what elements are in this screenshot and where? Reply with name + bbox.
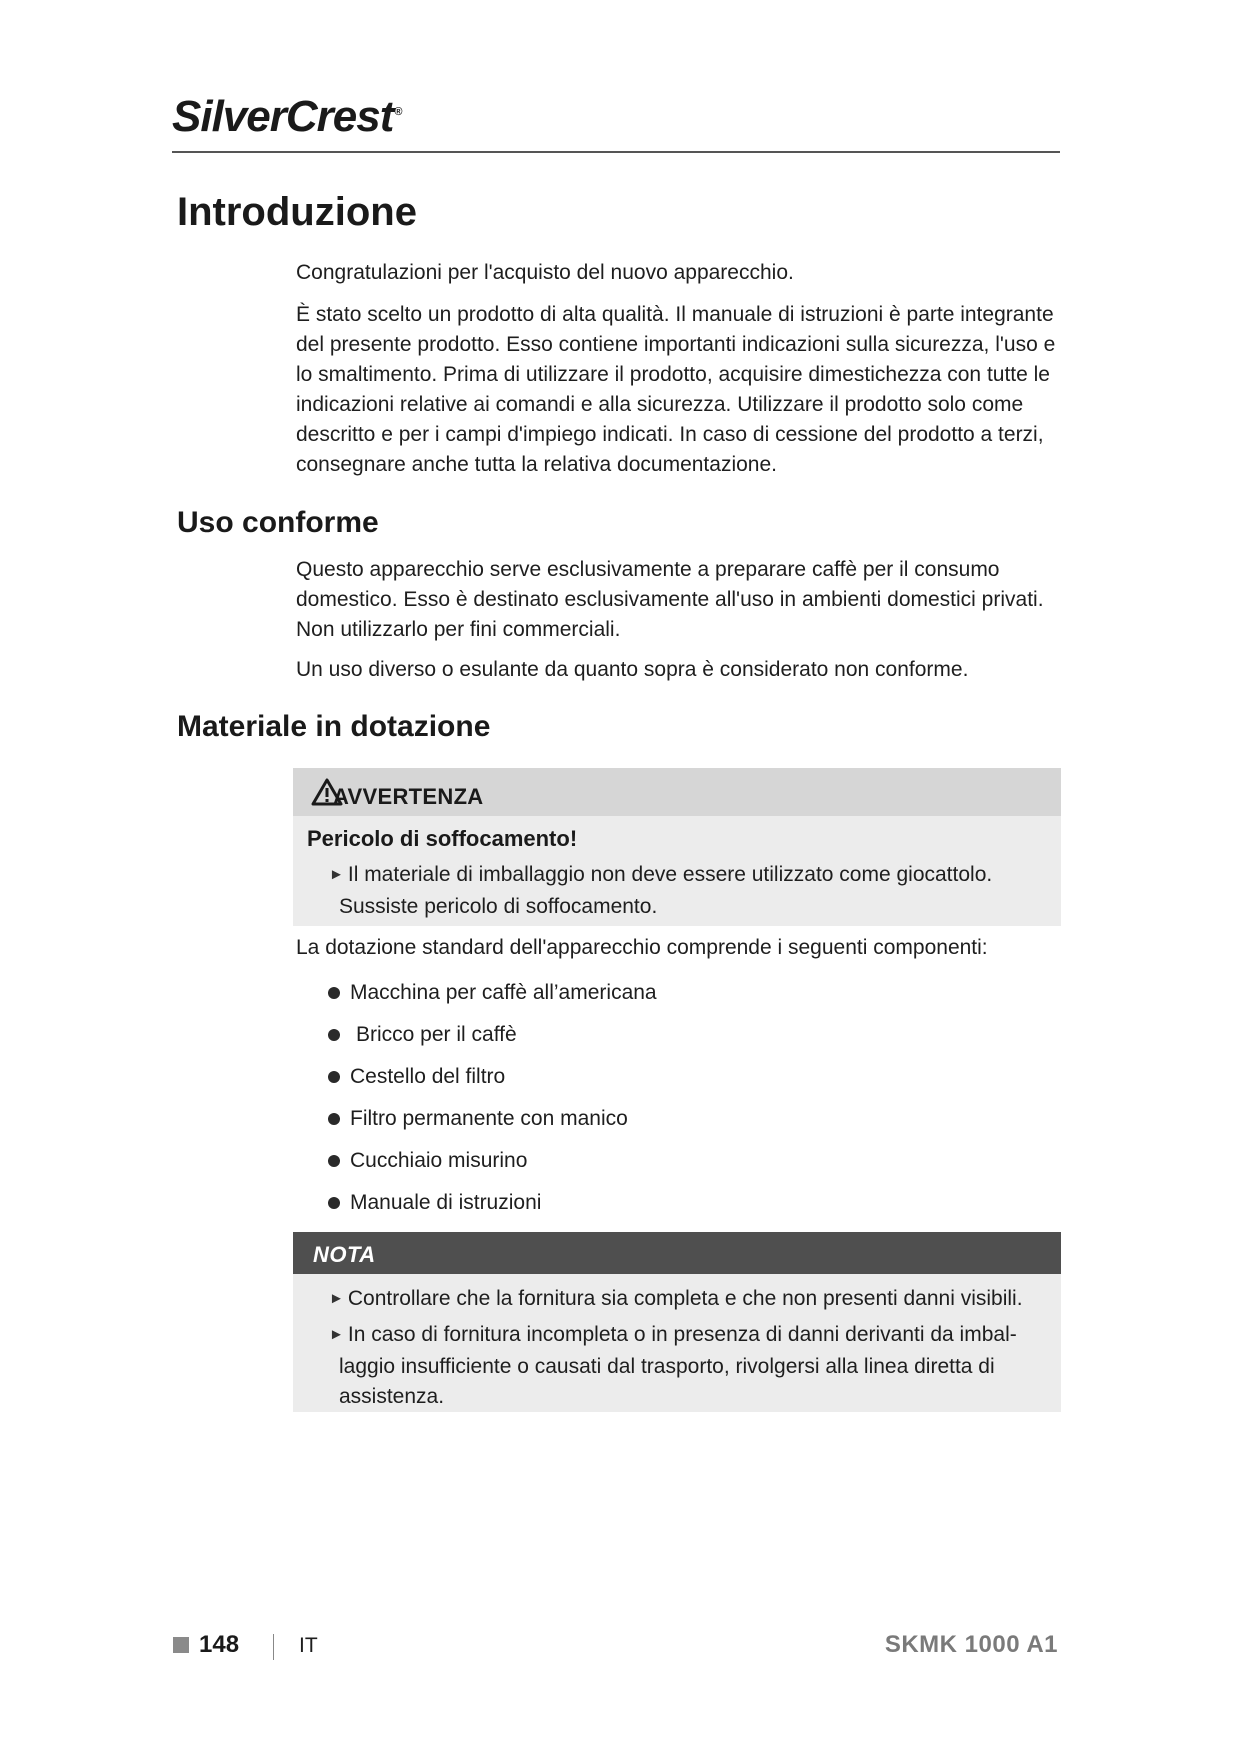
- use-paragraph-2: Un uso diverso o esulante da quanto sopra è considerato non conforme.: [296, 658, 969, 681]
- warning-label: AVVERTENZA: [333, 784, 484, 809]
- list-item: [326, 1188, 657, 1230]
- use-title: Uso conforme: [177, 506, 379, 539]
- list-item-label: Bricco per il caffè: [356, 1023, 517, 1046]
- bullet-dot-icon: [328, 1029, 340, 1041]
- list-item: [326, 1146, 657, 1188]
- arrow-bullet-icon: ►: [329, 1290, 344, 1307]
- supply-list: [326, 978, 657, 1230]
- warning-text-line-2: Sussiste pericolo di soffocamento.: [339, 895, 658, 918]
- list-item-label: Cucchiaio misurino: [350, 1149, 528, 1172]
- trademark-symbol: ®: [394, 106, 402, 119]
- use-paragraph-1: Questo apparecchio serve esclusivamente a preparare caffè per il consumo domestico. Esso è destinato esclusivamente all'uso in ambienti domestici privati. Non utilizzarlo per fini commerciali.: [296, 558, 1044, 641]
- header-rule: [172, 151, 1060, 153]
- note-item-2-line-1: In caso di fornitura incompleta o in presenza di danni derivanti da imbal-: [347, 1323, 1017, 1346]
- warning-heading: Pericolo di soffocamento!: [307, 826, 578, 851]
- warning-text: [329, 860, 1049, 922]
- list-item-label: Manuale di istruzioni: [350, 1191, 542, 1214]
- brand-logo: [172, 92, 401, 142]
- note-item-2-line-2: laggio insufficiente o causati dal trasporto, rivolgersi alla linea diretta di: [339, 1355, 995, 1378]
- note-box: [293, 1232, 1061, 1412]
- footer-separator: [273, 1634, 274, 1660]
- arrow-bullet-icon: ►: [329, 1326, 344, 1343]
- bullet-dot-icon: [328, 1155, 340, 1167]
- list-item-label: Filtro permanente con manico: [350, 1107, 628, 1130]
- list-item-label: Cestello del filtro: [350, 1065, 506, 1088]
- supply-title: Materiale in dotazione: [177, 710, 491, 743]
- note-label: NOTA: [313, 1242, 376, 1267]
- note-item-2-line-3: assistenza.: [339, 1385, 445, 1408]
- note-header: [293, 1232, 1061, 1274]
- page-number: 148: [199, 1631, 240, 1658]
- bullet-dot-icon: [328, 1197, 340, 1209]
- intro-paragraph-2: È stato scelto un prodotto di alta qualità. Il manuale di istruzioni è parte integrante del presente prodotto. Esso contiene importanti indicazioni sulla sicurezza, l'uso e lo smaltimento. Prima di utilizzare il prodotto, acquisire dimestichezza con tutte le indicazioni relative ai comandi e alla sicurezza. Utilizzare il prodotto solo come descritto e per i campi d'impiego indicati. In caso di cessione del prodotto a terzi, consegnare anche tutta la relativa documentazione.: [296, 303, 1056, 476]
- list-item: [326, 1020, 657, 1062]
- note-item-1-text: Controllare che la fornitura sia completa e che non presenti danni visibili.: [347, 1287, 1023, 1310]
- footer-language: IT: [299, 1634, 318, 1657]
- brand-logo-text: SilverCrest: [172, 92, 394, 141]
- intro-title: Introduzione: [177, 190, 417, 234]
- warning-text-line-1: Il materiale di imballaggio non deve essere utilizzato come giocattolo.: [347, 863, 993, 886]
- note-item-2: [329, 1320, 1049, 1412]
- arrow-bullet-icon: ►: [329, 866, 344, 883]
- footer-model: SKMK 1000 A1: [884, 1631, 1058, 1658]
- list-item: [326, 978, 657, 1020]
- bullet-dot-icon: [328, 987, 340, 999]
- bullet-dot-icon: [328, 1113, 340, 1125]
- warning-box: [293, 768, 1061, 926]
- bullet-dot-icon: [328, 1071, 340, 1083]
- note-item-1: [329, 1284, 1049, 1316]
- supply-intro: La dotazione standard dell'apparecchio comprende i seguenti componenti:: [296, 936, 988, 959]
- list-item-label: Macchina per caffè all’americana: [350, 981, 657, 1004]
- list-item: [326, 1104, 657, 1146]
- footer-square-icon: [173, 1637, 189, 1653]
- warning-header: [293, 768, 1061, 816]
- list-item: [326, 1062, 657, 1104]
- intro-paragraph-1: Congratulazioni per l'acquisto del nuovo apparecchio.: [296, 261, 794, 284]
